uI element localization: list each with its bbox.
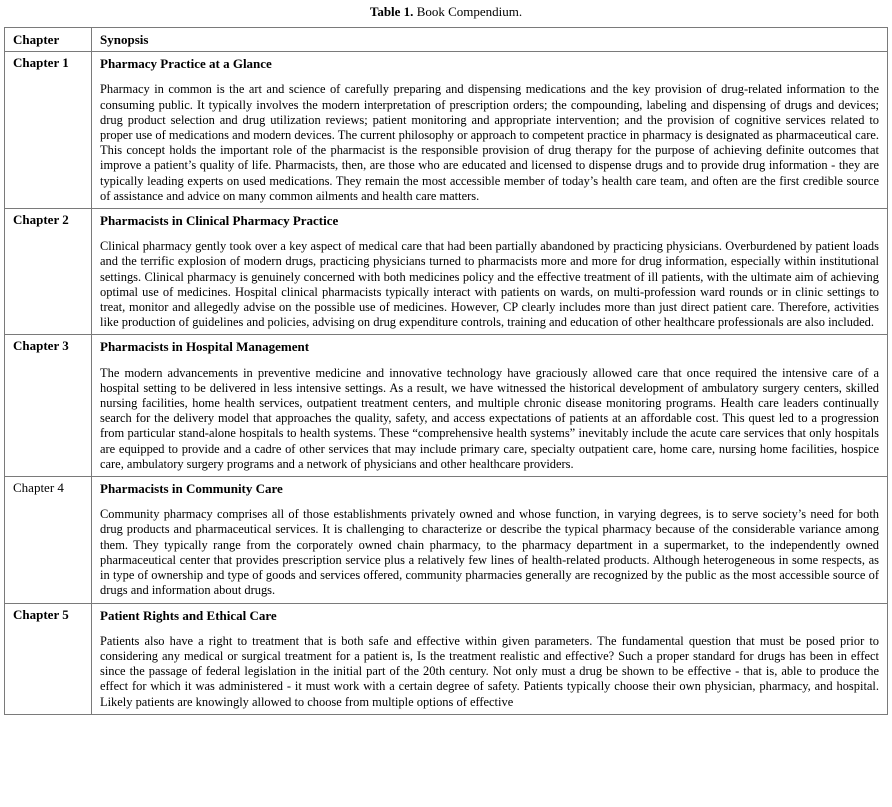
table-row bbox=[5, 603, 888, 714]
chapter-cell: Chapter 5 bbox=[5, 603, 92, 714]
synopsis-cell bbox=[92, 52, 888, 209]
chapter-synopsis: Patients also have a right to treatment that is both safe and effective within given parameters. The fundamental question that must be posed prior to considering any medical or surgical treatment for a patient is, Is the treatment realistic and effective? Such a proper standard for drugs has been in effect since the passage of federal legislation in the initial part of the 20th century. Not only must a drug be shown to be effective - that is, able to produce the effect for which it was administered - it must work with a certain degree of safety. Patients typically choose their own physician, pharmacy, and hospital. Likely patients are knowingly allowed to choose from multiple options of effective bbox=[100, 633, 879, 709]
chapter-title: Pharmacists in Hospital Management bbox=[100, 339, 310, 355]
chapter-cell: Chapter 4 bbox=[5, 477, 92, 603]
table-row bbox=[5, 209, 888, 335]
chapter-synopsis: Community pharmacy comprises all of those establishments privately owned and whose function, in varying degrees, is to serve society’s need for both drug products and pharmaceutical services. It is challenging to characterize or describe the typical pharmacy because of the considerable variance among them. They typically range from the corporately owned chain pharmacy, to the pharmacy department in a supermarket, to the independently owned pharmaceutical center that provides prescription service plus a relatively few lines of health-related products. Although heterogeneous in some respects, as in type of ownership and type of goods and services offered, community pharmacies generally are recognized by the public as the most accessible source of drugs and information about drugs. bbox=[100, 507, 879, 598]
chapter-title: Patient Rights and Ethical Care bbox=[100, 607, 277, 623]
chapter-synopsis: The modern advancements in preventive medicine and innovative technology have graciously allowed care that once required the intensive care of a hospital setting to be delivered in less intensive settings. As a result, we have witnessed the historical development of ambulatory surgery centers, skilled nursing facilities, home health services, outpatient treatment centers, and multiple chronic disease monitoring programs. Health care leaders continually search for the delivery model that approaches the quality, safety, and access expectations of patients at an affordable cost. This quest led to a progression from particular stand-alone hospitals to health systems. These “comprehensive health systems” inevitably include the acute care services that only hospitals are equipped to provide and a cadre of other services that may include primary care, specialty outpatient care, home care, nursing home facilities, hospice care, ambulatory surgery programs and a network of physicians and other healthcare providers. bbox=[100, 365, 879, 471]
table-caption-label: Table 1. bbox=[369, 4, 414, 19]
chapter-title: Pharmacists in Clinical Pharmacy Practice bbox=[100, 213, 339, 229]
header-chapter: Chapter bbox=[5, 28, 92, 52]
synopsis-cell bbox=[92, 209, 888, 335]
table-caption bbox=[0, 0, 892, 24]
table-row bbox=[5, 52, 888, 209]
synopsis-cell bbox=[92, 335, 888, 477]
table-row bbox=[5, 335, 888, 477]
table-row bbox=[5, 477, 888, 603]
table-caption-text: Book Compendium. bbox=[413, 4, 523, 19]
chapter-cell: Chapter 2 bbox=[5, 209, 92, 335]
table-header-row bbox=[5, 28, 888, 52]
synopsis-cell bbox=[92, 477, 888, 603]
chapter-title: Pharmacists in Community Care bbox=[100, 481, 283, 497]
chapter-cell: Chapter 1 bbox=[5, 52, 92, 209]
header-synopsis: Synopsis bbox=[92, 28, 888, 52]
synopsis-cell bbox=[92, 603, 888, 714]
chapter-synopsis: Pharmacy in common is the art and science of carefully preparing and dispensing medications and the key provision of drug-related information to the consuming public. It typically involves the modern interpretation of prescription orders; the compounding, labeling and dispensing of drugs and devices; drug product selection and drug utilization reviews; patient monitoring and appropriate intervention; and the provision of cognitive services related to proper use of medications and modern devices. The current philosophy or approach to competent practice in pharmacy is designated as pharmaceutical care. This concept holds the important role of the pharmacist is the responsible provision of drug therapy for the purpose of achieving definite outcomes that improve a patient’s quality of life. Pharmacists, then, are those who are educated and licensed to dispense drugs and to provide drug information - they are typically leading experts on used medications. They remain the most accessible member of today’s health care team, and often are the first credible source of assistance and advice on many common ailments and health care matters. bbox=[100, 82, 879, 203]
book-compendium-table bbox=[4, 27, 888, 715]
chapter-cell: Chapter 3 bbox=[5, 335, 92, 477]
chapter-title: Pharmacy Practice at a Glance bbox=[100, 56, 272, 72]
chapter-synopsis: Clinical pharmacy gently took over a key aspect of medical care that had been partially abandoned by practicing physicians. Overburdened by patient loads and the terrific explosion of modern drugs, practicing physicians turned to pharmacists more and more for drug information, especially within institutional settings. Clinical pharmacy is genuinely concerned with both medicines policy and the effective treatment of ill patients, with the ultimate aim of achieving optimal use of medicines. Hospital clinical pharmacists typically interact with patients on wards, on multi-profession ward rounds or in clinic settings to treat, monitor and allegedly advise on the possible use of medicines. However, CP clearly includes more than just direct patient care. Therefore, activities like production of guidelines and policies, advising on drug expenditure controls, training and education of other healthcare professionals are also included. bbox=[100, 239, 879, 330]
